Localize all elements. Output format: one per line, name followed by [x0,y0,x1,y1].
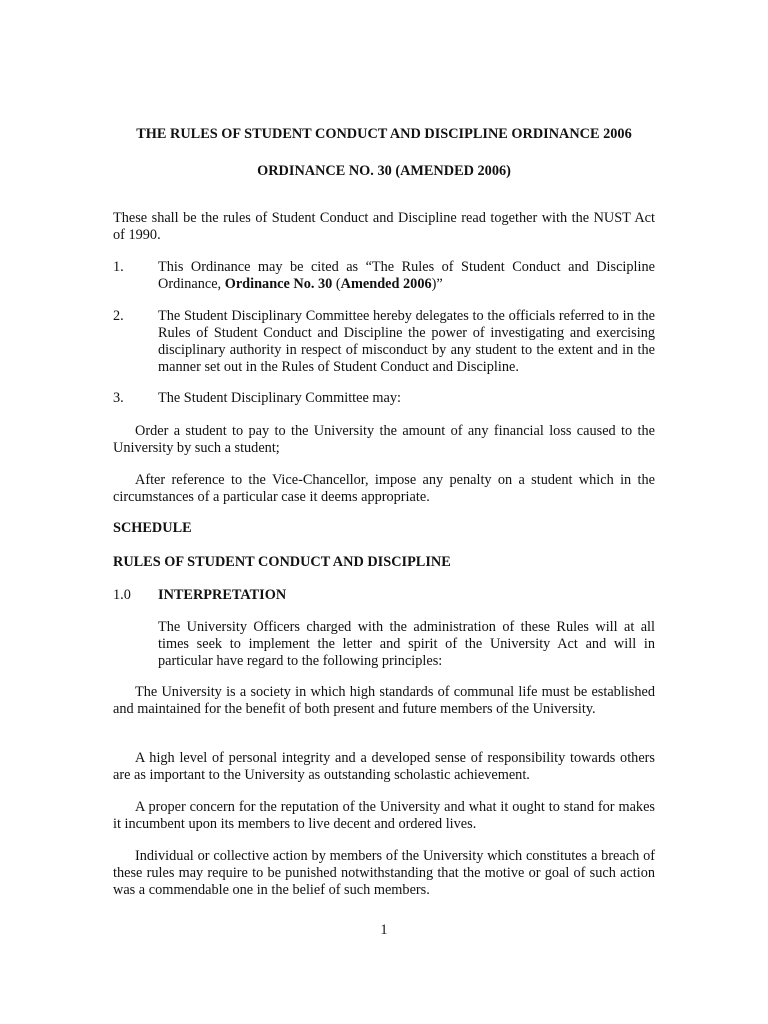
intro-paragraph: These shall be the rules of Student Conduct and Discipline read together with the NUST Act of 1990. [113,210,655,243]
principle-paragraph: A high level of personal integrity and a developed sense of responsibility towards others are as important to the University as outstanding scholastic achievement. [113,750,655,783]
interpretation-text: The University Officers charged with the administration of these Rules will at all times seek to implement the letter and spirit of the University Act and will in particular have regard to the following principles: [158,619,655,669]
principle-paragraph: A proper concern for the reputation of the University and what it ought to stand for makes it incumbent upon its members to live decent and ordered lives. [113,799,655,832]
principle-paragraph: The University is a society in which high standards of communal life must be established and maintained for the benefit of both present and future members of the University. [113,684,655,717]
paragraph-order-payment: Order a student to pay to the University the amount of any financial loss caused to the University by such a student; [113,423,655,456]
principle-paragraph: Individual or collective action by members of the University which constitutes a breach of these rules may require to be punished notwithstanding that the motive or goal of such action was a commendable one in the belief of such members. [113,848,655,898]
section-label: INTERPRETATION [158,587,287,603]
document-title: THE RULES OF STUDENT CONDUCT AND DISCIPLINE ORDINANCE 2006 [136,126,632,142]
amended-year-bold: Amended 2006 [340,276,432,292]
section-number: 1.0 [113,587,131,603]
clause-1-number: 1. [113,259,124,275]
schedule-heading: SCHEDULE [113,520,192,536]
clause-3-number: 3. [113,390,124,406]
clause-3-text: The Student Disciplinary Committee may: [158,390,402,406]
ordinance-number-bold: Ordinance No. 30 [224,276,333,292]
page-number: 1 [380,922,388,938]
paragraph-after-reference: After reference to the Vice-Chancellor, impose any penalty on a student which in the circumstances of a particular case it deems appropriate. [113,472,655,505]
clause-2-text: The Student Disciplinary Committee hereby delegates to the officials referred to in the Rules of Student Conduct and Discipline the power of investigating and exercising disciplinary authority in respect of misconduct by any student to the extent and in the manner set out in the Rules of Student Conduct and Discipline. [158,308,655,375]
clause-2-number: 2. [113,308,124,324]
rules-heading: RULES OF STUDENT CONDUCT AND DISCIPLINE [113,554,451,570]
clause-1-text: This Ordinance may be cited as “The Rules of Student Conduct and Discipline Ordinance, Ordinance No. 30 (Amended 2006)” [158,259,655,292]
document-subtitle: ORDINANCE NO. 30 (AMENDED 2006) [257,163,511,179]
